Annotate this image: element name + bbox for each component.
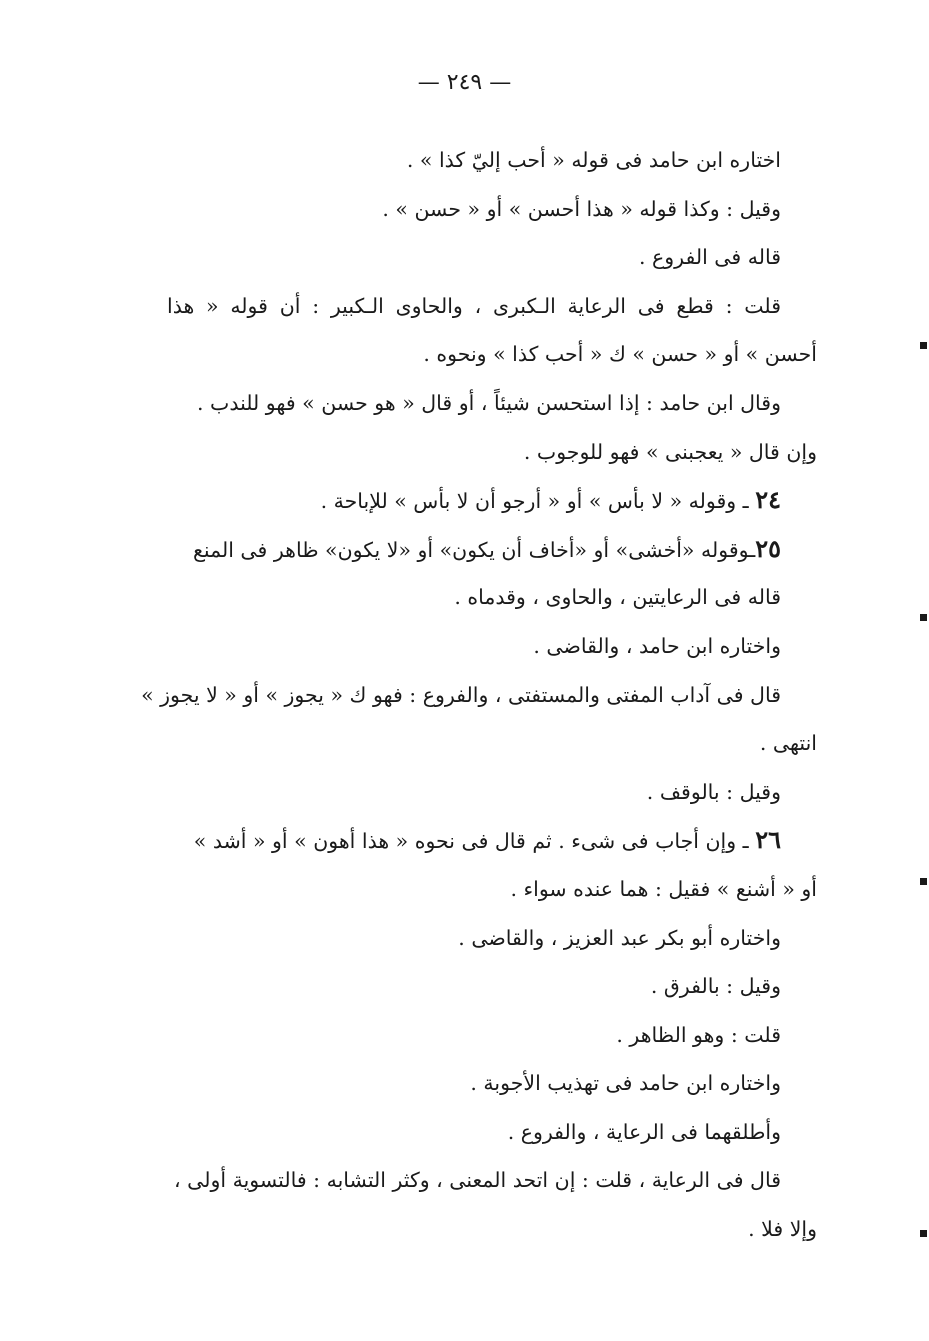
text-line: أحسن » أو « حسن » ك « أحب كذا » ونحوه .: [423, 342, 817, 367]
item-number: ٢٥: [755, 533, 781, 563]
text-line: واختاره ابن حامد ، والقاضى .: [533, 633, 781, 658]
margin-mark: [920, 342, 927, 349]
body-text: [141, 136, 817, 1254]
numbered-item: ٢٤ ـ وقوله « لا بأس » أو « أرجو أن لا بأس » للإباحة .: [320, 485, 781, 515]
text-line: واختاره ابن حامد فى تهذيب الأجوبة .: [470, 1071, 781, 1096]
margin-mark: [920, 878, 927, 885]
text-line: وأطلقهما فى الرعاية ، والفروع .: [507, 1119, 781, 1144]
text-line: قاله فى الفروع .: [639, 245, 781, 270]
margin-mark: [920, 614, 927, 621]
text-line: قلت : قطع فى الرعاية الـكبرى ، والحاوى الـكبير : أن قوله « هذا: [167, 293, 781, 318]
text-line: واختاره أبو بكر عبد العزيز ، والقاضى .: [458, 925, 781, 950]
text-line: قال فى الرعاية ، قلت : إن اتحد المعنى ، وكثر التشابه : فالتسوية أولى ،: [174, 1168, 781, 1193]
text-line: وقال ابن حامد : إذا استحسن شيئاً ، أو قال « هو حسن » فهو للندب .: [196, 390, 781, 415]
item-number: ٢٦: [755, 825, 781, 855]
numbered-item: ٢٥ـوقوله «أخشى» أو «أخاف أن يكون» أو «لا يكون» ظاهر فى المنع: [193, 533, 781, 563]
item-number: ٢٤: [755, 485, 781, 515]
text-line: أو « أشنع » فقيل : هما عنده سواء .: [510, 876, 817, 901]
text-line: قال فى آداب المفتى والمستفتى ، والفروع : فهو ك « يجوز » أو « لا يجوز »: [141, 682, 781, 707]
text-line: قلت : وهو الظاهر .: [616, 1022, 781, 1047]
text-line: وإن قال « يعجبنى » فهو للوجوب .: [523, 439, 817, 464]
text-line: وقيل : بالفرق .: [650, 974, 781, 999]
text-line: وقيل : بالوقف .: [646, 779, 781, 804]
margin-mark: [920, 1230, 927, 1237]
page-number: — ٢٤٩ —: [417, 70, 512, 95]
text-line: انتهى .: [759, 731, 817, 756]
numbered-item: ٢٦ ـ وإن أجاب فى شىء . ثم قال فى نحوه « هذا أهون » أو « أشد »: [193, 825, 781, 855]
text-line: قاله فى الرعايتين ، والحاوى ، وقدماه .: [454, 585, 781, 610]
text-line: وإلا فلا .: [748, 1217, 817, 1242]
text-line: وقيل : وكذا قوله « هذا أحسن » أو « حسن » .: [382, 196, 781, 221]
text-line: اختاره ابن حامد فى قوله « أحب إليّ كذا » .: [406, 148, 781, 172]
